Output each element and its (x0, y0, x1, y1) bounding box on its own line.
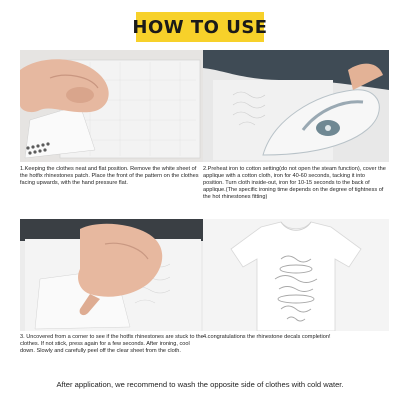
step-3-image (20, 219, 206, 331)
step-4-image (203, 219, 389, 331)
step-1-image (20, 50, 206, 162)
hand-lifting-film-icon (20, 219, 206, 331)
step-1-caption: 1.Keeping the clothes neat and flat position. Remove the white sheet of the hotfix rhinestones patch. Place the front of the pattern on the clothes facing upwards, with the hand pressure flat. (20, 166, 199, 187)
footer-note: After application, we recommend to wash the opposite side of clothes with cold water. (56, 380, 344, 389)
step-4-caption: 4.congratulations the rhinestone decals completion! (203, 334, 331, 340)
step-2-image (203, 50, 389, 162)
step-3-caption: 3. Uncovered from a corner to see if the hotfix rhinestones are stuck to the clothes. If not stick, press again for a few seconds. After ironing, cool down. Slowly and carefully peel off the clear sheet from the cloth. (20, 334, 204, 355)
header-banner (132, 12, 268, 42)
step-2-caption: 2.Preheat iron to cotton setting(do not open the steam function), cover the applique with a cotton cloth, iron for 40-60 seconds, tacking it into position. Turn cloth inside-out, iron for 10-15 seconds to the back of applique.(The specific ironing time depends on the degree of tightness of the hot rhinestones fitting) (203, 166, 386, 201)
steam-iron-icon (203, 50, 389, 162)
page-title: HOW TO USE (132, 16, 268, 38)
hand-peeling-sheet-icon (20, 50, 206, 162)
tshirt-with-rhinestones-icon (203, 219, 389, 331)
